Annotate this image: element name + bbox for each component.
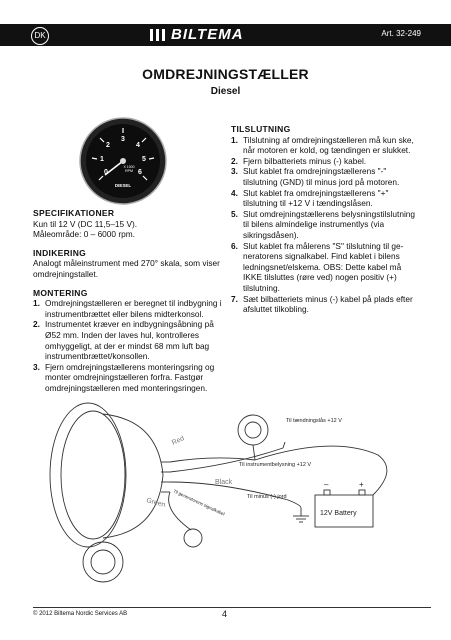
step-text: Omdrejningstælleren er beregnet til indbygning i instrumentbrættet eller bilens midterkonsol. <box>45 298 222 319</box>
wiring-diagram <box>33 400 431 600</box>
step-text: Slut kablet fra omdrejningstællerens "-" tilslutning (GND) til minus jord på motoren. <box>243 166 400 187</box>
connection-steps <box>231 135 421 315</box>
battery-plus-label: + <box>359 480 364 489</box>
step-text: Tilslutning af omdrejningstælleren må kun ske, når motoren er kold, og tændingen er slukket. <box>243 134 414 156</box>
brand-logo <box>150 26 244 43</box>
specifications-section <box>33 208 223 240</box>
list-item <box>231 156 421 167</box>
step-text: Slut kablet fra omdrejningstællerens "+" tilslutning til +12 V i tændingslåsen. <box>243 187 389 209</box>
step-number: 5. <box>231 208 238 219</box>
gauge-tick-label: 4 <box>136 142 140 149</box>
battery-minus-label: – <box>324 480 329 489</box>
step-number: 1. <box>231 134 238 145</box>
step-number: 6. <box>231 240 238 251</box>
gauge-tick-label: 5 <box>142 156 146 163</box>
spec-line: Kun til 12 V (DC 11,5–15 V). <box>33 218 138 229</box>
language-badge: DK <box>31 27 49 45</box>
lighting-label: Til instrumentbelysning +12 V <box>239 462 312 468</box>
step-text: Slut kablet fra målerens "S" tilslutning til generatorens signalkabel. Find kablet i bilens ledningsnet/elskema. OBS: Dette kabel må IKKE tilsluttes (røre ved) nogen positiv (+) tilslutning. <box>243 240 404 293</box>
step-number: 4. <box>231 187 238 198</box>
gauge-unit-line1: X 1000 <box>123 165 135 169</box>
spec-line: Måleområde: 0 – 6000 rpm. <box>33 229 135 240</box>
step-text: Fjern bilbatteriets minus (-) kabel. <box>243 155 367 166</box>
page-title: OMDREJNINGSTÆLLER <box>142 66 309 82</box>
step-number: 2. <box>231 155 238 166</box>
indication-text: Analogt måleinstrument med 270° skala, som viser omdrejningstallet. <box>33 258 220 279</box>
list-item <box>231 166 421 187</box>
wire-red-label: Red <box>170 435 186 447</box>
list-item <box>33 319 223 361</box>
ignition-label: Til tændningslås +12 V <box>286 418 342 424</box>
step-text: Fjern omdrejningstællerens monteringsring og monter omdrejningstælleren forfra. Fastgør omdrejningstælleren med monteringsringen. <box>45 361 215 393</box>
step-number: 3. <box>33 361 40 372</box>
step-number: 2. <box>33 319 40 330</box>
tachometer-illustration <box>78 116 168 206</box>
mounting-heading: MONTERING <box>33 287 88 298</box>
generator-label: Til generatorens signalkabel <box>172 488 226 517</box>
list-item <box>33 298 223 319</box>
indication-heading: INDIKERING <box>33 247 87 258</box>
step-text: Instrumentet kræver en indbygningsåbning på Ø52 mm. Inden der laves hul, kontrolleres omhyggeligt, at der er mindst 68 mm luft bag instrumentbrættet/konsollen. <box>45 319 214 362</box>
step-number: 7. <box>231 293 238 304</box>
left-column <box>33 208 223 402</box>
gauge-hub <box>120 158 126 164</box>
mounting-steps <box>33 298 223 393</box>
gauge-tick-label: 1 <box>100 156 104 163</box>
gauge-tick-label: 0 <box>104 169 108 176</box>
specifications-heading: SPECIFIKATIONER <box>33 208 115 218</box>
ignition-lock-icon <box>238 415 268 445</box>
list-item <box>231 135 421 156</box>
step-number: 1. <box>33 298 40 309</box>
list-item <box>231 294 421 315</box>
step-number: 3. <box>231 166 238 177</box>
gauge-tick-label: 6 <box>138 169 142 176</box>
generator-icon <box>184 529 202 547</box>
brand-name: BILTEMA <box>171 26 244 43</box>
mounting-section <box>33 288 223 394</box>
gauge-label: DIESEL <box>114 183 132 188</box>
gauge-tick-label: 2 <box>106 142 110 149</box>
indication-section <box>33 248 223 280</box>
battery-label: 12V Battery <box>320 510 357 517</box>
page-number: 4 <box>222 609 228 619</box>
list-item <box>231 209 421 241</box>
step-text: Sæt bilbatteriets minus (-) kabel på plads efter afsluttet tilkobling. <box>243 293 413 315</box>
list-item <box>231 188 421 209</box>
gauge-tick-label: 3 <box>121 136 125 143</box>
article-number: Art. 32-249 <box>381 29 421 38</box>
wire-green-label: Green <box>145 497 167 509</box>
list-item <box>231 241 421 294</box>
page-subtitle: Diesel <box>210 86 241 97</box>
list-item <box>33 362 223 394</box>
step-text: Slut omdrejningstællerens belysningstilslutning til bilens almindelige instrumentlys (via sikringsdåsen). <box>243 208 416 240</box>
ground-label: Til minus (-) jord <box>247 494 287 500</box>
footer-divider <box>33 607 431 608</box>
connection-heading: TILSLUTNING <box>231 124 291 134</box>
checkered-flag-icon <box>150 29 168 41</box>
dimmer-dial-icon <box>83 542 123 582</box>
right-column <box>231 124 421 315</box>
wire-black-label: Black <box>215 479 233 486</box>
copyright: © 2012 Biltema Nordic Services AB <box>33 611 128 617</box>
gauge-unit-line2: RPM <box>125 169 133 173</box>
